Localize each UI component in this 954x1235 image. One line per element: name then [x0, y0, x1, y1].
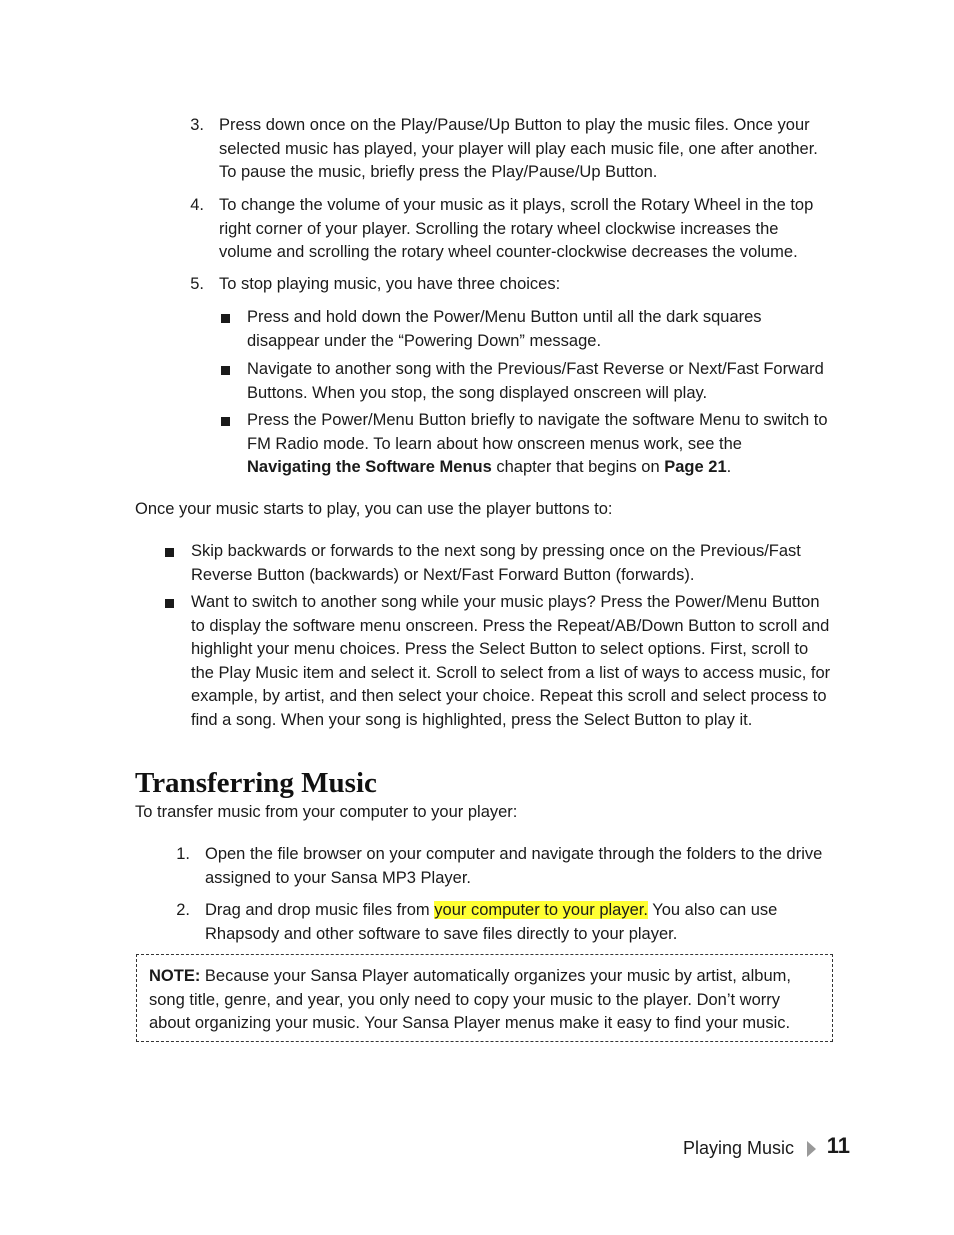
section-title: Transferring Music: [135, 767, 377, 799]
page-reference: Page 21: [664, 458, 727, 476]
bullet-line: Reverse Button (backwards) or Next/Fast Forward Button (forwards).: [191, 565, 695, 584]
bullet-line: Press and hold down the Power/Menu Button until all the dark squares: [247, 308, 762, 326]
steps-top-list: [184, 114, 864, 294]
chapter-reference: Navigating the Software Menus: [247, 458, 492, 476]
step-number: 4.: [190, 196, 204, 214]
page-number: 11: [826, 1133, 850, 1158]
reference-text: chapter that begins on: [491, 458, 665, 476]
bullet-line: FM Radio mode. To learn about how onscreen menus work, see the: [247, 434, 742, 453]
bullet-line: find a song. When your song is highlighted, press the Select Button to play it.: [191, 710, 753, 729]
step-number: 2.: [176, 901, 190, 919]
step-text-pre: Drag and drop music files from: [205, 901, 435, 919]
step-line: volume and scrolling the rotary wheel counter-clockwise decreases the volume.: [219, 243, 798, 261]
note-line: [149, 965, 829, 989]
note-box: [136, 954, 833, 1042]
bullet-line: Want to switch to another song while your music plays? Press the Power/Menu Button: [191, 593, 820, 611]
step-line: To pause the music, briefly press the Play/Pause/Up Button.: [219, 163, 658, 181]
bullet-line: the Play Music item and select it. Scroll to select from a list of ways to access music, for: [191, 663, 831, 682]
bullet-line: [247, 456, 828, 480]
step-text: [219, 194, 859, 265]
bullet-square-icon: [165, 599, 174, 608]
intro-buttons-paragraph: Once your music starts to play, you can use the player buttons to:: [135, 500, 613, 518]
step-line: Rhapsody and other software to save files directly to your player.: [205, 924, 678, 943]
bullet-line: example, by artist, and then select your choice. Repeat this scroll and select process to: [191, 687, 827, 705]
step-line: Open the file browser on your computer and navigate through the folders to the drive: [205, 845, 823, 863]
transfer-steps-list: [170, 843, 860, 948]
note-text: [149, 965, 829, 1036]
step-line: assigned to your Sansa MP3 Player.: [205, 868, 471, 887]
step-text: [205, 843, 855, 890]
step-line: selected music has played, your player will play each music file, one after another.: [219, 139, 818, 158]
bullet-line: highlight your menu choices. Press the Select Button to select options. First, scroll to: [191, 640, 809, 658]
step-line: To stop playing music, you have three choices:: [219, 275, 561, 293]
reference-end: .: [726, 458, 732, 476]
step-text: [219, 114, 859, 185]
step-number: 1.: [176, 845, 190, 863]
note-label: NOTE:: [149, 967, 201, 985]
step-number: 5.: [190, 275, 204, 293]
step-text: [205, 899, 855, 946]
bullet-line: to display the software menu onscreen. Press the Repeat/AB/Down Button to scroll and: [191, 616, 830, 635]
note-first-line: Because your Sansa Player automatically organizes your music by artist, album,: [200, 967, 791, 985]
highlighted-text: your computer to your player.: [434, 901, 648, 919]
step-line: right corner of your player. Scrolling the rotary wheel clockwise increases the: [219, 219, 779, 238]
bullet-text: [191, 540, 801, 587]
step-number: 3.: [190, 116, 204, 134]
bullet-square-icon: [221, 314, 230, 323]
bullet-line: disappear under the “Powering Down” message.: [247, 331, 602, 350]
footer-section-label: Playing Music: [682, 1138, 794, 1158]
step-text: [219, 273, 859, 297]
step-line: [205, 899, 855, 923]
bullet-text: [247, 358, 824, 405]
bullet-text: [247, 306, 762, 353]
step-text-post: You also can use: [647, 901, 778, 919]
stop-choices-list: [219, 306, 859, 481]
bullet-square-icon: [221, 417, 230, 426]
triangle-right-icon: [807, 1141, 816, 1157]
bullet-text: [247, 409, 828, 480]
bullet-text: [191, 591, 830, 732]
note-line: about organizing your music. Your Sansa Player menus make it easy to find your music.: [149, 1014, 791, 1032]
bullet-line: Skip backwards or forwards to the next song by pressing once on the Previous/Fast: [191, 542, 801, 560]
page-footer: [600, 1134, 850, 1164]
step-line: To change the volume of your music as it plays, scroll the Rotary Wheel in the top: [219, 196, 814, 214]
bullet-line: Press the Power/Menu Button briefly to navigate the software Menu to switch to: [247, 411, 828, 429]
note-line: song title, genre, and year, you only need to copy your music to the player. Don’t worry: [149, 990, 781, 1009]
button-uses-list: [163, 540, 863, 740]
bullet-square-icon: [165, 548, 174, 557]
bullet-line: Navigate to another song with the Previous/Fast Reverse or Next/Fast Forward: [247, 360, 824, 378]
bullet-line: Buttons. When you stop, the song displayed onscreen will play.: [247, 383, 708, 402]
step-line: Press down once on the Play/Pause/Up Button to play the music files. Once your: [219, 116, 810, 134]
transfer-intro-paragraph: To transfer music from your computer to your player:: [135, 803, 518, 821]
bullet-square-icon: [221, 366, 230, 375]
